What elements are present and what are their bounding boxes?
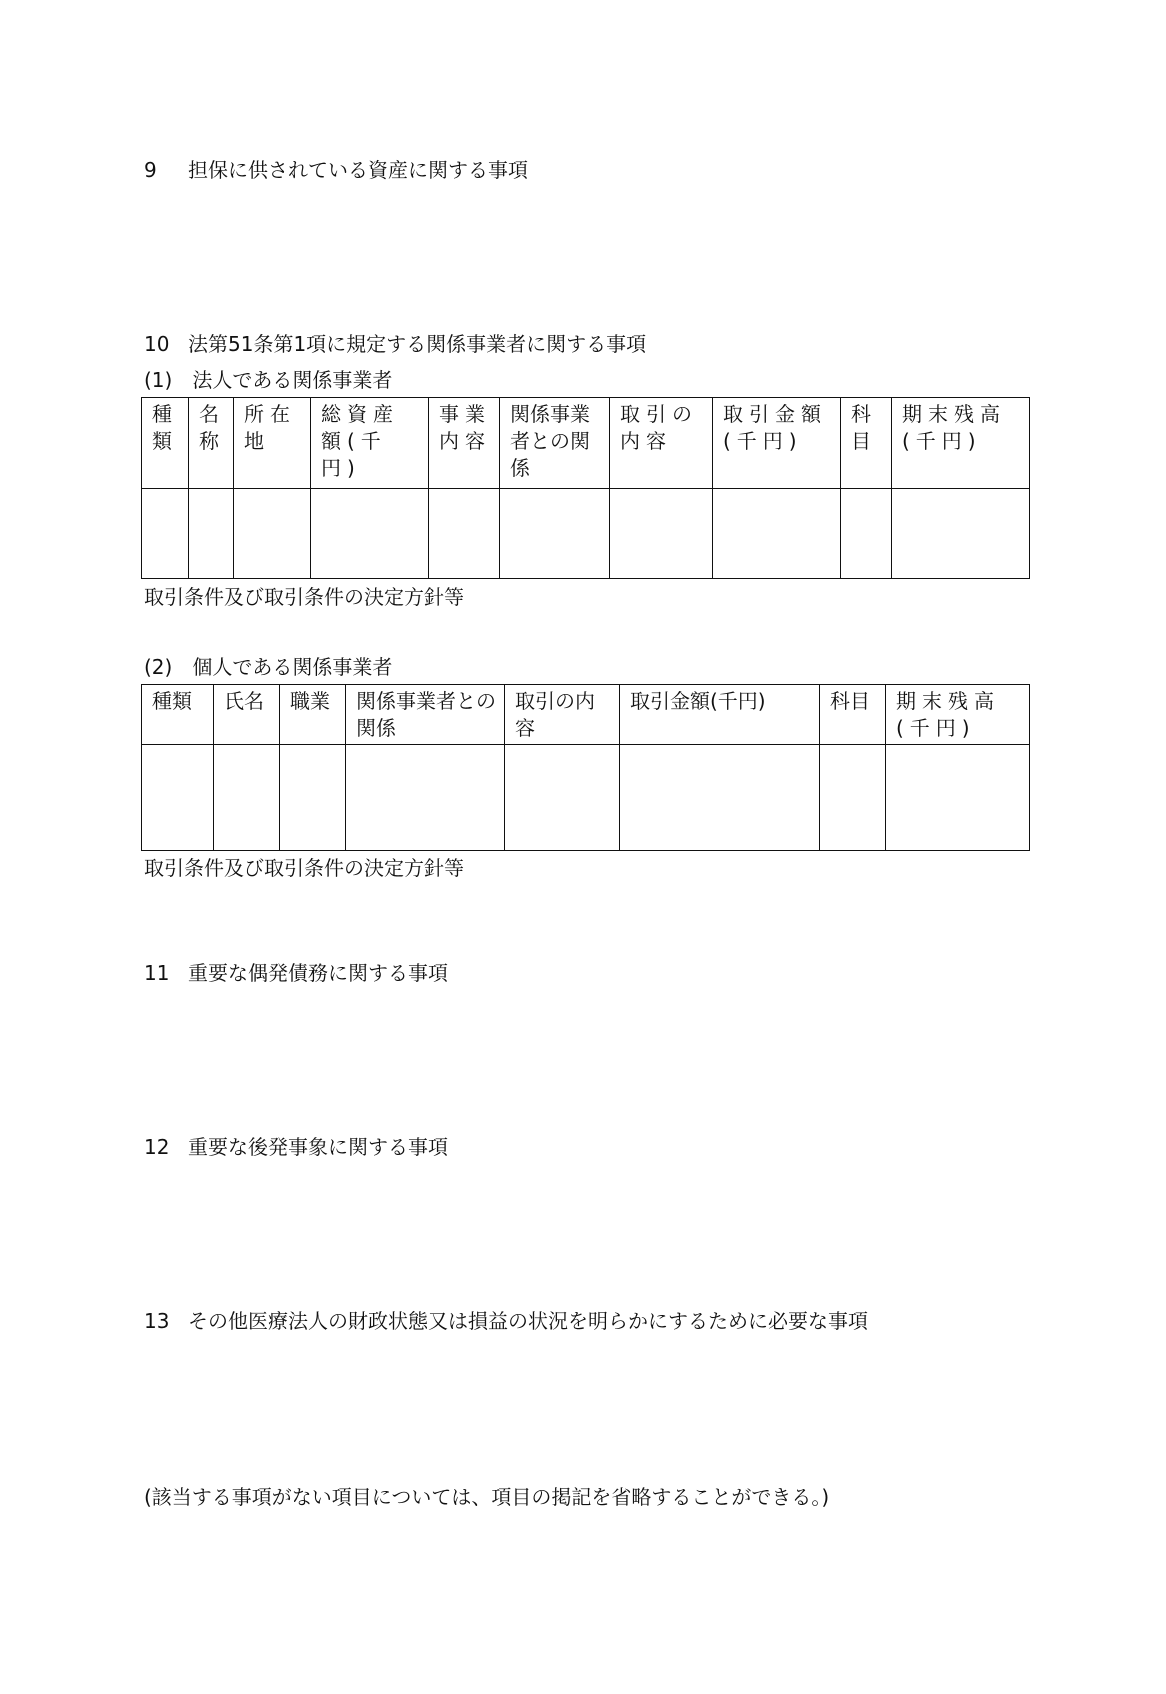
table-cell xyxy=(610,489,713,579)
table-1-footer: 取引条件及び取引条件の決定方針等 xyxy=(144,585,464,609)
section-10-heading xyxy=(144,331,646,357)
column-header: 取引の内容 xyxy=(610,398,713,489)
column-header: 取引金額(千円) xyxy=(620,685,820,745)
column-header: 関係事業者との関係 xyxy=(346,685,505,745)
table-cell xyxy=(892,489,1030,579)
subsection-2-heading: (2) 個人である関係事業者 xyxy=(144,655,393,679)
section-number: 11 xyxy=(144,961,170,985)
section-11-heading xyxy=(144,960,448,986)
table-cell xyxy=(142,489,189,579)
section-number: 12 xyxy=(144,1135,170,1159)
table-cell xyxy=(234,489,311,579)
table-cell xyxy=(713,489,841,579)
section-13-heading xyxy=(144,1308,868,1334)
column-header: 取引の内容 xyxy=(505,685,620,745)
omission-note: (該当する事項がない項目については、項目の掲記を省略することができる。) xyxy=(144,1485,830,1509)
section-title: 法第51条第1項に規定する関係事業者に関する事項 xyxy=(188,332,647,356)
table-cell xyxy=(620,745,820,851)
column-header: 総資産額(千円) xyxy=(311,398,429,489)
table-row xyxy=(142,745,1030,851)
section-number: 9 xyxy=(144,158,157,182)
column-header: 期末残高(千円) xyxy=(892,398,1030,489)
section-title: 重要な偶発債務に関する事項 xyxy=(188,961,448,985)
corporate-related-parties-table xyxy=(141,397,1030,579)
column-header: 種類 xyxy=(142,398,189,489)
table-cell xyxy=(841,489,892,579)
section-number: 13 xyxy=(144,1309,170,1333)
table-cell xyxy=(429,489,500,579)
section-title: 担保に供されている資産に関する事項 xyxy=(188,158,528,182)
table-header-row xyxy=(142,685,1030,745)
section-title: その他医療法人の財政状態又は損益の状況を明らかにするために必要な事項 xyxy=(188,1309,868,1333)
section-9-heading xyxy=(144,157,528,183)
table-cell xyxy=(505,745,620,851)
table-cell xyxy=(311,489,429,579)
table-cell xyxy=(142,745,214,851)
column-header: 関係事業者との関係 xyxy=(500,398,610,489)
section-number: 10 xyxy=(144,332,170,356)
section-12-heading xyxy=(144,1134,448,1160)
table-cell xyxy=(886,745,1030,851)
column-header: 名称 xyxy=(189,398,234,489)
column-header: 事業内容 xyxy=(429,398,500,489)
table-2-footer: 取引条件及び取引条件の決定方針等 xyxy=(144,856,464,880)
table-cell xyxy=(500,489,610,579)
table-cell xyxy=(280,745,346,851)
table-cell xyxy=(214,745,280,851)
table-header-row xyxy=(142,398,1030,489)
table-cell xyxy=(189,489,234,579)
section-title: 重要な後発事象に関する事項 xyxy=(188,1135,448,1159)
column-header: 取引金額(千円) xyxy=(713,398,841,489)
column-header: 期末残高(千円) xyxy=(886,685,1030,745)
individual-related-parties-table xyxy=(141,684,1030,851)
column-header: 科目 xyxy=(841,398,892,489)
table-cell xyxy=(346,745,505,851)
column-header: 職業 xyxy=(280,685,346,745)
column-header: 種類 xyxy=(142,685,214,745)
table-row xyxy=(142,489,1030,579)
column-header: 氏名 xyxy=(214,685,280,745)
table-cell xyxy=(820,745,886,851)
column-header: 科目 xyxy=(820,685,886,745)
subsection-1-heading: (1) 法人である関係事業者 xyxy=(144,368,393,392)
column-header: 所在地 xyxy=(234,398,311,489)
